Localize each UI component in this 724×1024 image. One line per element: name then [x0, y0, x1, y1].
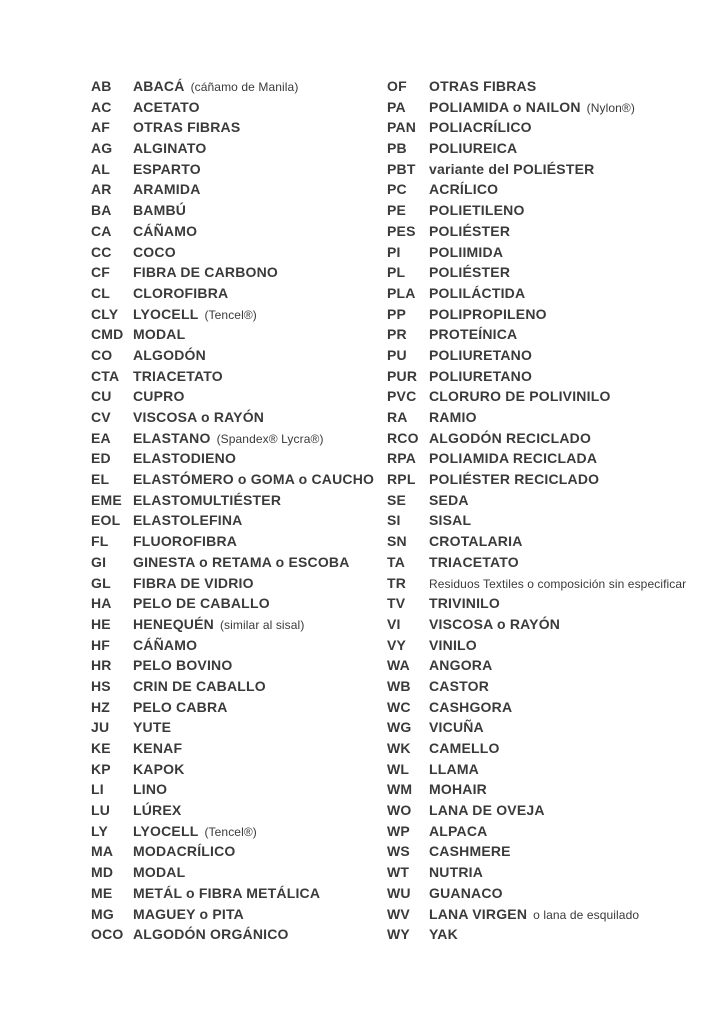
- fiber-row: [387, 428, 686, 449]
- fiber-name: CRIN DE CABALLO: [133, 677, 266, 694]
- fiber-code: PP: [387, 305, 407, 322]
- fiber-name: POLIAMIDA RECICLADA: [429, 450, 598, 467]
- fiber-code: PC: [387, 181, 407, 198]
- fiber-code: SN: [387, 533, 407, 550]
- fiber-code: AL: [91, 160, 111, 177]
- fiber-name: SISAL: [429, 512, 472, 529]
- fiber-row: [387, 221, 686, 242]
- fiber-name: LYOCELL: [133, 305, 199, 322]
- fiber-code: AF: [91, 119, 111, 136]
- fiber-name: TRIACETATO: [133, 367, 223, 384]
- fiber-code: AB: [91, 78, 112, 94]
- fiber-code: WP: [387, 822, 410, 839]
- fiber-row: [387, 593, 686, 614]
- fiber-row: [387, 800, 686, 821]
- fiber-code: RPA: [387, 450, 417, 467]
- fiber-code: PBT: [387, 160, 416, 177]
- fiber-row: [91, 614, 374, 635]
- fiber-row: [91, 117, 374, 138]
- fiber-name: SEDA: [429, 491, 469, 508]
- fiber-code: PI: [387, 243, 401, 260]
- fiber-note: (cáñamo de Manila): [190, 80, 299, 94]
- fiber-row: [387, 345, 686, 366]
- fiber-row: [91, 738, 374, 759]
- fiber-code: WG: [387, 719, 412, 736]
- fiber-row: [91, 138, 374, 159]
- fiber-row: [91, 200, 374, 221]
- fiber-code: VY: [387, 636, 407, 653]
- fiber-code: AG: [91, 140, 113, 157]
- fiber-row: [91, 924, 374, 945]
- fiber-row: [91, 407, 374, 428]
- fiber-note: (Nylon®): [586, 100, 635, 115]
- fiber-name: LYOCELL: [133, 822, 199, 839]
- fiber-code: PE: [387, 202, 407, 219]
- fiber-code: SE: [387, 491, 407, 508]
- fiber-code: KP: [91, 760, 111, 777]
- fiber-name: COCO: [133, 243, 176, 260]
- fiber-name: VISCOSA o RAYÓN: [133, 409, 265, 425]
- fiber-row: [387, 759, 686, 780]
- fiber-name: ESPARTO: [133, 160, 201, 177]
- fiber-name: PROTEÍNICA: [429, 326, 518, 343]
- fiber-row: [387, 76, 686, 97]
- fiber-name: OTRAS FIBRAS: [133, 119, 241, 136]
- fiber-note: (Spandex® Lycra®): [216, 431, 324, 446]
- fiber-row: [91, 469, 374, 490]
- fiber-name: TRIACETATO: [429, 553, 519, 570]
- fiber-code: HZ: [91, 698, 111, 715]
- fiber-code: TA: [387, 553, 406, 570]
- fiber-row: [91, 717, 374, 738]
- fiber-row: [91, 76, 374, 97]
- fiber-code: JU: [91, 719, 110, 736]
- fiber-code: HA: [91, 595, 112, 612]
- fiber-code: CU: [91, 388, 112, 405]
- fiber-row: [91, 262, 374, 283]
- fiber-row: [91, 759, 374, 780]
- fiber-name: CAMELLO: [429, 740, 500, 756]
- fiber-row: [91, 159, 374, 180]
- fiber-code: WY: [387, 926, 410, 943]
- fiber-row: [91, 800, 374, 821]
- fiber-code: AR: [91, 181, 112, 198]
- fiber-row: [91, 366, 374, 387]
- fiber-name: LÚREX: [133, 802, 182, 819]
- fiber-name: POLIURETANO: [429, 346, 533, 363]
- fiber-name: ANGORA: [429, 657, 493, 674]
- fiber-row: [91, 242, 374, 263]
- fiber-code: WO: [387, 802, 412, 819]
- fiber-name: NUTRIA: [429, 864, 484, 881]
- fiber-row: [387, 655, 686, 676]
- fiber-row: [91, 779, 374, 800]
- fiber-code: PAN: [387, 119, 417, 136]
- fiber-row: [387, 717, 686, 738]
- fiber-name: ELASTODIENO: [133, 450, 237, 467]
- fiber-code: PA: [387, 98, 406, 115]
- fiber-name: VISCOSA o RAYÓN: [429, 615, 561, 632]
- fiber-code: KE: [91, 740, 111, 756]
- fiber-code: PLA: [387, 284, 416, 301]
- fiber-name: MAGUEY o PITA: [133, 905, 244, 922]
- fiber-name: METÁL o FIBRA METÁLICA: [133, 884, 321, 901]
- fiber-row: [91, 304, 374, 325]
- fiber-row: [91, 676, 374, 697]
- fiber-row: [91, 635, 374, 656]
- fiber-code: CF: [91, 264, 111, 281]
- fiber-row: [91, 97, 374, 118]
- fiber-name: ARAMIDA: [133, 181, 201, 198]
- fiber-row: [91, 448, 374, 469]
- fiber-code: PB: [387, 140, 407, 157]
- fiber-row: [91, 386, 374, 407]
- fiber-name: OTRAS FIBRAS: [429, 78, 537, 94]
- fiber-name: CLORURO DE POLIVINILO: [429, 388, 611, 405]
- fiber-name: LLAMA: [429, 760, 479, 777]
- fiber-name: ELASTÓMERO o GOMA o CAUCHO: [133, 471, 375, 488]
- fiber-name: PELO BOVINO: [133, 657, 233, 674]
- fiber-code: WU: [387, 884, 411, 901]
- fiber-name: CUPRO: [133, 388, 185, 405]
- fiber-name: PELO DE CABALLO: [133, 595, 270, 612]
- fiber-name: POLIURETANO: [429, 367, 533, 384]
- fiber-name: CASHGORA: [429, 698, 513, 715]
- fiber-row: [91, 490, 374, 511]
- fiber-code: CA: [91, 222, 112, 239]
- fiber-row: [387, 200, 686, 221]
- fiber-name: GUANACO: [429, 884, 503, 901]
- fiber-row: [387, 883, 686, 904]
- fiber-name: POLIETILENO: [429, 202, 525, 219]
- fiber-code: TR: [387, 574, 407, 591]
- fiber-row: [91, 883, 374, 904]
- fiber-row: [387, 614, 686, 635]
- fiber-row: [387, 738, 686, 759]
- fiber-row: [91, 655, 374, 676]
- fiber-code: HS: [91, 677, 111, 694]
- fiber-name: FIBRA DE CARBONO: [133, 264, 279, 281]
- fiber-code: PES: [387, 222, 416, 239]
- fiber-row: [387, 138, 686, 159]
- fiber-row: [387, 779, 686, 800]
- fiber-name: MODACRÍLICO: [133, 843, 236, 860]
- fiber-name: TRIVINILO: [429, 595, 501, 612]
- fiber-row: [387, 676, 686, 697]
- fiber-row: [387, 304, 686, 325]
- fiber-name: CÁÑAMO: [133, 222, 198, 239]
- fiber-note: (similar al sisal): [219, 617, 305, 632]
- fiber-code: EL: [91, 471, 110, 488]
- fiber-row: [387, 697, 686, 718]
- fiber-code: RPL: [387, 471, 416, 488]
- fiber-code: RA: [387, 409, 408, 425]
- fiber-row: [387, 573, 686, 594]
- fiber-row: [91, 904, 374, 925]
- fiber-code: HF: [91, 636, 111, 653]
- fiber-name: POLIÉSTER RECICLADO: [429, 471, 600, 488]
- fiber-row: [387, 448, 686, 469]
- fiber-name: POLILÁCTIDA: [429, 284, 526, 301]
- fiber-name: CASTOR: [429, 677, 490, 694]
- fiber-code: ED: [91, 450, 111, 467]
- fiber-name: ALGODÓN RECICLADO: [429, 429, 592, 446]
- fiber-name: POLIUREICA: [429, 140, 518, 157]
- fiber-name: POLIIMIDA: [429, 243, 504, 260]
- fiber-row: [387, 904, 686, 925]
- fiber-code: WM: [387, 781, 413, 798]
- fiber-code: GI: [91, 553, 107, 570]
- fiber-row: [91, 283, 374, 304]
- fiber-row: [387, 841, 686, 862]
- fiber-code: PL: [387, 264, 406, 281]
- fiber-name: HENEQUÉN: [133, 615, 214, 632]
- fiber-code: PU: [387, 346, 407, 363]
- fiber-code: BA: [91, 202, 112, 219]
- fiber-code: WT: [387, 864, 410, 881]
- fiber-name: ELASTOMULTIÉSTER: [133, 491, 282, 508]
- fiber-code: AC: [91, 98, 112, 115]
- fiber-code: WV: [387, 905, 410, 922]
- fiber-row: [387, 262, 686, 283]
- fiber-code: TV: [387, 595, 406, 612]
- fiber-row: [387, 407, 686, 428]
- fiber-name: ABACÁ: [133, 78, 185, 94]
- fiber-name: MOHAIR: [429, 781, 487, 798]
- fiber-name: CASHMERE: [429, 843, 511, 860]
- fiber-name: YAK: [429, 926, 458, 943]
- fiber-code: CLY: [91, 305, 119, 322]
- fiber-name: CROTALARIA: [429, 533, 523, 550]
- fiber-code: CV: [91, 409, 111, 425]
- fiber-note: Residuos Textiles o composición sin especificar: [429, 576, 687, 591]
- fiber-row: [387, 490, 686, 511]
- fiber-name: KAPOK: [133, 760, 185, 777]
- fiber-name: ALGODÓN: [133, 346, 206, 363]
- fiber-name: MODAL: [133, 864, 186, 881]
- fiber-row: [387, 242, 686, 263]
- fiber-row: [91, 593, 374, 614]
- fiber-row: [387, 366, 686, 387]
- fiber-code: WA: [387, 657, 410, 674]
- fiber-name: POLIÉSTER: [429, 264, 511, 281]
- fiber-code: HE: [91, 615, 111, 632]
- fiber-row: [387, 386, 686, 407]
- fiber-name: RAMIO: [429, 409, 477, 425]
- fiber-code: OCO: [91, 926, 124, 943]
- fiber-row: [91, 324, 374, 345]
- fiber-name: MODAL: [133, 326, 186, 343]
- fiber-name: ALGINATO: [133, 140, 207, 157]
- fiber-name: FIBRA DE VIDRIO: [133, 574, 254, 591]
- fiber-column-left: [91, 76, 374, 945]
- fiber-name: VINILO: [429, 636, 477, 653]
- fiber-row: [91, 573, 374, 594]
- fiber-name: ALGODÓN ORGÁNICO: [133, 926, 289, 943]
- fiber-row: [91, 345, 374, 366]
- fiber-code: LU: [91, 802, 111, 819]
- fiber-row: [91, 221, 374, 242]
- fiber-row: [387, 469, 686, 490]
- fiber-name: POLIPROPILENO: [429, 305, 547, 322]
- fiber-name: VICUÑA: [429, 719, 484, 736]
- fiber-code: FL: [91, 533, 109, 550]
- fiber-row: [387, 862, 686, 883]
- fiber-code: HR: [91, 657, 112, 674]
- fiber-name: CÁÑAMO: [133, 636, 198, 653]
- fiber-row: [91, 862, 374, 883]
- fiber-row: [91, 510, 374, 531]
- fiber-row: [387, 531, 686, 552]
- fiber-code: WB: [387, 677, 411, 694]
- fiber-code: EOL: [91, 512, 121, 529]
- fiber-row: [387, 159, 686, 180]
- fiber-row: [387, 117, 686, 138]
- fiber-note: (Tencel®): [204, 824, 257, 839]
- fiber-name: POLIÉSTER: [429, 222, 511, 239]
- fiber-name: GINESTA o RETAMA o ESCOBA: [133, 553, 350, 570]
- fiber-code: WS: [387, 843, 410, 860]
- fiber-row: [387, 97, 686, 118]
- fiber-row: [387, 635, 686, 656]
- fiber-code: CO: [91, 346, 113, 363]
- fiber-name: LANA DE OVEJA: [429, 802, 545, 819]
- fiber-name: YUTE: [133, 719, 172, 736]
- fiber-code: CL: [91, 284, 111, 301]
- fiber-row: [91, 428, 374, 449]
- fiber-code: ME: [91, 884, 113, 901]
- fiber-column-right: [387, 76, 686, 945]
- fiber-row: [91, 531, 374, 552]
- fiber-code: LY: [91, 822, 109, 839]
- fiber-name: CLOROFIBRA: [133, 284, 229, 301]
- fiber-name: KENAF: [133, 740, 183, 756]
- fiber-name: FLUOROFIBRA: [133, 533, 238, 550]
- fiber-code: CMD: [91, 326, 124, 343]
- fiber-row: [387, 324, 686, 345]
- fiber-code: GL: [91, 574, 111, 591]
- fiber-name: PELO CABRA: [133, 698, 228, 715]
- fiber-code: MD: [91, 864, 114, 881]
- fiber-note: (Tencel®): [204, 307, 257, 322]
- fiber-code: EME: [91, 491, 122, 508]
- fiber-name: LANA VIRGEN: [429, 905, 528, 922]
- fiber-code: WL: [387, 760, 410, 777]
- fiber-name: variante del POLIÉSTER: [429, 160, 595, 177]
- fiber-name: POLIACRÍLICO: [429, 119, 532, 136]
- fiber-code: PR: [387, 326, 407, 343]
- fiber-code: CC: [91, 243, 112, 260]
- fiber-code: WC: [387, 698, 411, 715]
- fiber-name: ACRÍLICO: [429, 181, 499, 198]
- fiber-row: [91, 552, 374, 573]
- fiber-row: [387, 821, 686, 842]
- fiber-code: EA: [91, 429, 111, 446]
- fiber-name: ELASTOLEFINA: [133, 512, 243, 529]
- fiber-row: [387, 510, 686, 531]
- fiber-code: MG: [91, 905, 114, 922]
- fiber-code: LI: [91, 781, 104, 798]
- fiber-code: PVC: [387, 388, 417, 405]
- fiber-row: [387, 179, 686, 200]
- fiber-name: ELASTANO: [133, 429, 211, 446]
- fiber-code: RCO: [387, 429, 419, 446]
- fiber-row: [387, 552, 686, 573]
- fiber-row: [91, 841, 374, 862]
- fiber-row: [91, 821, 374, 842]
- fiber-note: o lana de esquilado: [533, 907, 640, 922]
- fiber-code: SI: [387, 512, 401, 529]
- fiber-code: PUR: [387, 367, 418, 384]
- fiber-name: POLIAMIDA o NAILON: [429, 98, 581, 115]
- fiber-row: [387, 924, 686, 945]
- fiber-code: VI: [387, 615, 401, 632]
- fiber-code: CTA: [91, 367, 120, 384]
- fiber-name: ALPACA: [429, 822, 488, 839]
- fiber-code: WK: [387, 740, 411, 756]
- fiber-row: [91, 179, 374, 200]
- fiber-row: [91, 697, 374, 718]
- fiber-code: OF: [387, 78, 407, 94]
- fiber-name: ACETATO: [133, 98, 200, 115]
- fiber-code: MA: [91, 843, 114, 860]
- fiber-row: [387, 283, 686, 304]
- fiber-name: LINO: [133, 781, 168, 798]
- fiber-name: BAMBÚ: [133, 202, 187, 219]
